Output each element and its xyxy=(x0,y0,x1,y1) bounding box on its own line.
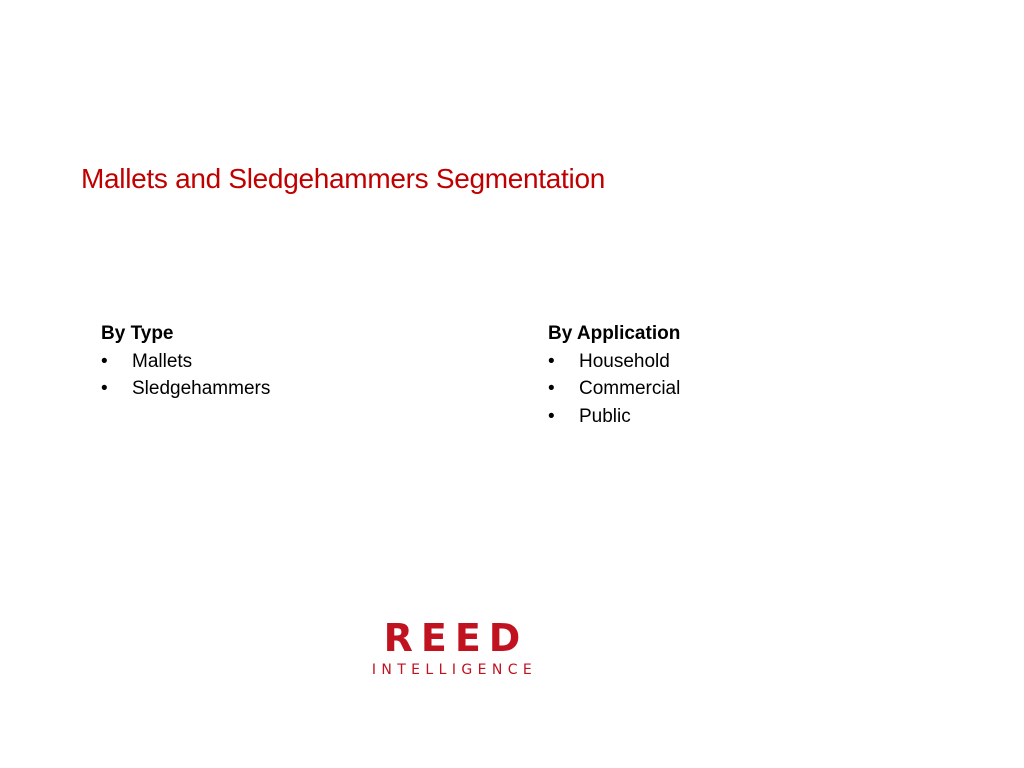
list-item xyxy=(101,375,270,403)
slide-title: Mallets and Sledgehammers Segmentation xyxy=(81,163,606,194)
bullet-icon: • xyxy=(101,378,108,399)
bullet-icon: • xyxy=(548,378,555,399)
reed-intelligence-logo xyxy=(364,616,540,680)
list-item-label: Sledgehammers xyxy=(132,378,271,399)
segment-list xyxy=(548,348,680,431)
segment-column-by-application xyxy=(548,320,680,430)
segment-heading: By Application xyxy=(548,323,681,344)
segment-heading: By Type xyxy=(101,323,174,344)
bullet-icon: • xyxy=(548,350,555,372)
bullet-icon: • xyxy=(101,350,108,372)
list-item xyxy=(548,348,680,376)
list-item-label: Household xyxy=(579,350,670,372)
list-item xyxy=(548,403,680,431)
list-item-label: Public xyxy=(579,405,631,427)
segment-column-by-type xyxy=(101,320,270,403)
list-item-label: Commercial xyxy=(579,378,681,399)
segment-list xyxy=(101,348,270,403)
logo-tagline: INTELLIGENCE xyxy=(371,662,538,678)
list-item xyxy=(548,375,680,403)
list-item-label: Mallets xyxy=(132,350,193,372)
list-item xyxy=(101,348,270,376)
logo-wordmark: REED xyxy=(383,616,529,660)
bullet-icon: • xyxy=(548,405,555,427)
